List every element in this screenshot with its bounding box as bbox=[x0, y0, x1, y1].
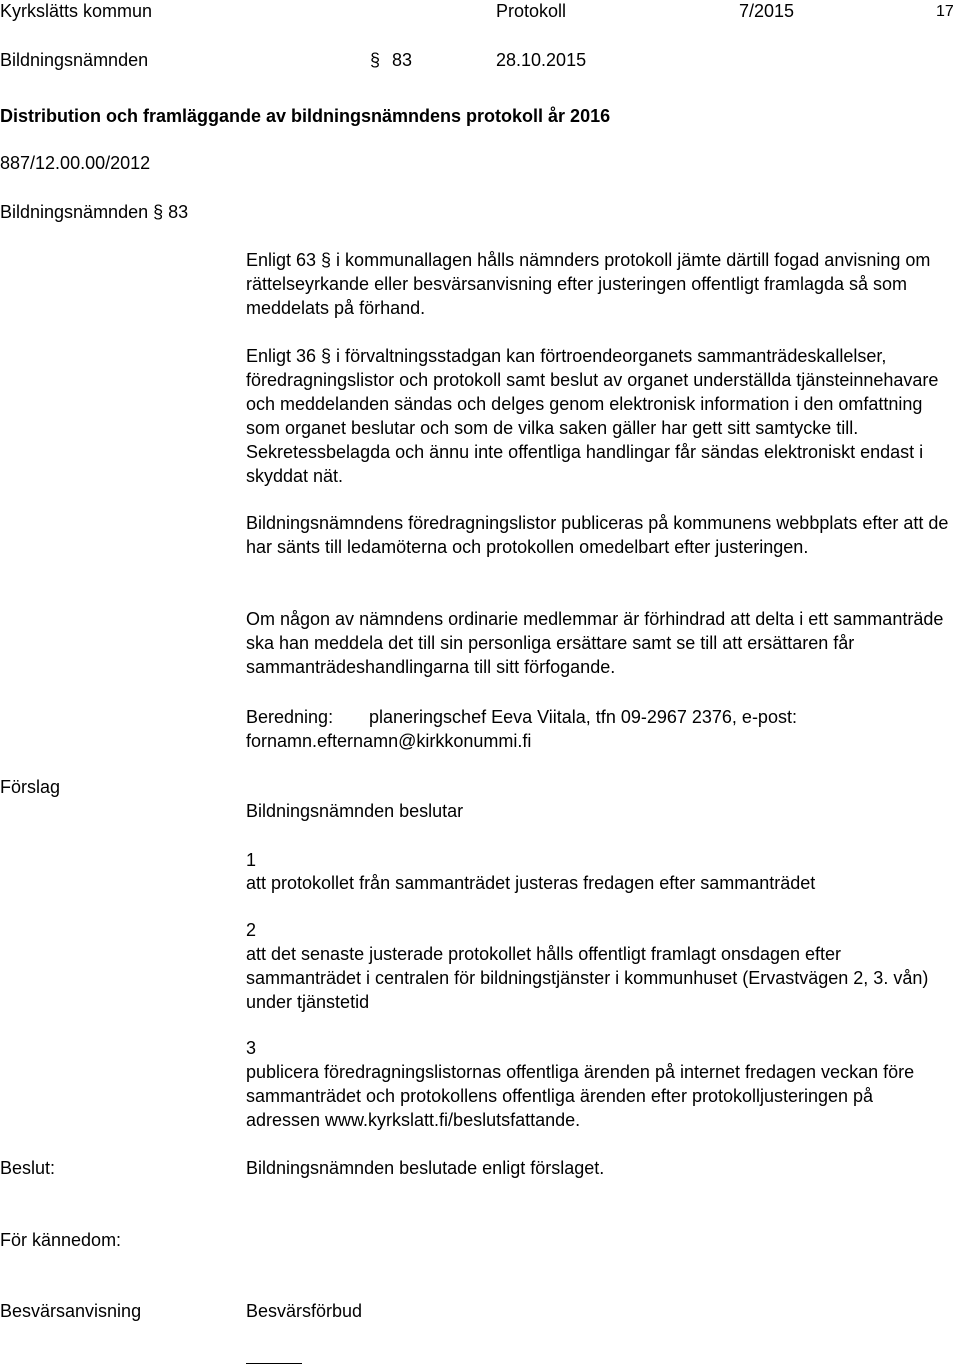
section-reference: Bildningsnämnden § 83 bbox=[0, 202, 189, 222]
paragraph-substitute bbox=[246, 607, 952, 679]
preparation-label: Beredning: bbox=[246, 707, 334, 727]
paragraph-publication bbox=[246, 511, 952, 559]
proposal-item-text: publicera föredragningslistornas offentliga ärenden på internet fredagen veckan före sammanträdet och protokollens offentliga ärenden efter protokolljusteringen på adressen www.kyrkslatt.fi/beslutsfattande. bbox=[246, 1062, 915, 1130]
proposal-item bbox=[246, 871, 952, 895]
reference-number: 887/12.00.00/2012 bbox=[0, 153, 151, 173]
page-number: 17 bbox=[936, 3, 954, 20]
appeal-instructions-label: Besvärsanvisning bbox=[0, 1301, 142, 1321]
decision-label: Beslut: bbox=[0, 1158, 56, 1178]
meeting-date: 28.10.2015 bbox=[496, 50, 587, 70]
proposal-item-number: 3 bbox=[246, 1038, 257, 1058]
proposal-label: Förslag bbox=[0, 777, 61, 797]
paragraph-substitute-text: Om någon av nämndens ordinarie medlemmar är förhindrad att delta i ett sammanträde ska han meddela det till sin personliga ersättare samt se till att ersättaren får sammanträdeshandlingarna till sitt förfogande. bbox=[246, 609, 944, 677]
paragraph-number: 83 bbox=[392, 50, 413, 70]
footer-rule bbox=[246, 1363, 302, 1364]
proposal-item-number: 2 bbox=[246, 920, 257, 940]
preparation-email: fornamn.efternamn@kirkkonummi.fi bbox=[246, 731, 532, 751]
paragraph-administrative-rules bbox=[246, 344, 952, 488]
municipality-name: Kyrkslätts kommun bbox=[0, 1, 153, 21]
preparation-contact: planeringschef Eeva Viitala, tfn 09-2967 2376, e-post: bbox=[369, 707, 797, 727]
appeal-instructions-value: Besvärsförbud bbox=[246, 1301, 363, 1321]
proposal-intro: Bildningsnämnden beslutar bbox=[246, 801, 464, 821]
document-title: Distribution och framläggande av bildningsnämndens protokoll år 2016 bbox=[0, 106, 611, 126]
paragraph-administrative-rules-text: Enligt 36 § i förvaltningsstadgan kan förtroendeorganets sammanträdeskallelser, föredragningslistor och protokoll samt beslut av organet underställda tjänsteinnehavare och meddelanden sändas och delges genom elektronisk information i den omfattning som organet beslutar och som de vilka saken gäller har gett sitt samtycke till. Sekretessbelagda och ännu inte offentliga handlingar får sändas elektroniskt endast i skyddat nät. bbox=[246, 346, 939, 486]
proposal-item-text: att det senaste justerade protokollet hålls offentligt framlagt onsdagen efter sammanträdet i centralen för bildningstjänster i kommunhuset (Ervastvägen 2, 3. vån) under tjänstetid bbox=[246, 944, 929, 1012]
paragraph-publication-text: Bildningsnämndens föredragningslistor publiceras på kommunens webbplats efter att de har sänts till ledamöterna och protokollen omedelbart efter justeringen. bbox=[246, 513, 949, 557]
proposal-item bbox=[246, 1060, 952, 1132]
paragraph-municipal-act bbox=[246, 248, 952, 320]
document-type: Protokoll bbox=[496, 1, 567, 21]
paragraph-symbol: § bbox=[370, 50, 381, 70]
paragraph-municipal-act-text: Enligt 63 § i kommunallagen hålls nämnders protokoll jämte därtill fogad anvisning om rättelseyrkande eller besvärsanvisning efter justeringen offentligt framlagda så som meddelats på förhand. bbox=[246, 250, 931, 318]
proposal-item-text: att protokollet från sammanträdet justeras fredagen efter sammanträdet bbox=[246, 873, 816, 893]
for-information-label: För kännedom: bbox=[0, 1230, 122, 1250]
header-body-name: Bildningsnämnden bbox=[0, 50, 149, 70]
protocol-number: 7/2015 bbox=[739, 1, 795, 21]
proposal-item bbox=[246, 942, 952, 1014]
decision-text: Bildningsnämnden beslutade enligt förslaget. bbox=[246, 1158, 605, 1178]
proposal-item-number: 1 bbox=[246, 850, 257, 870]
